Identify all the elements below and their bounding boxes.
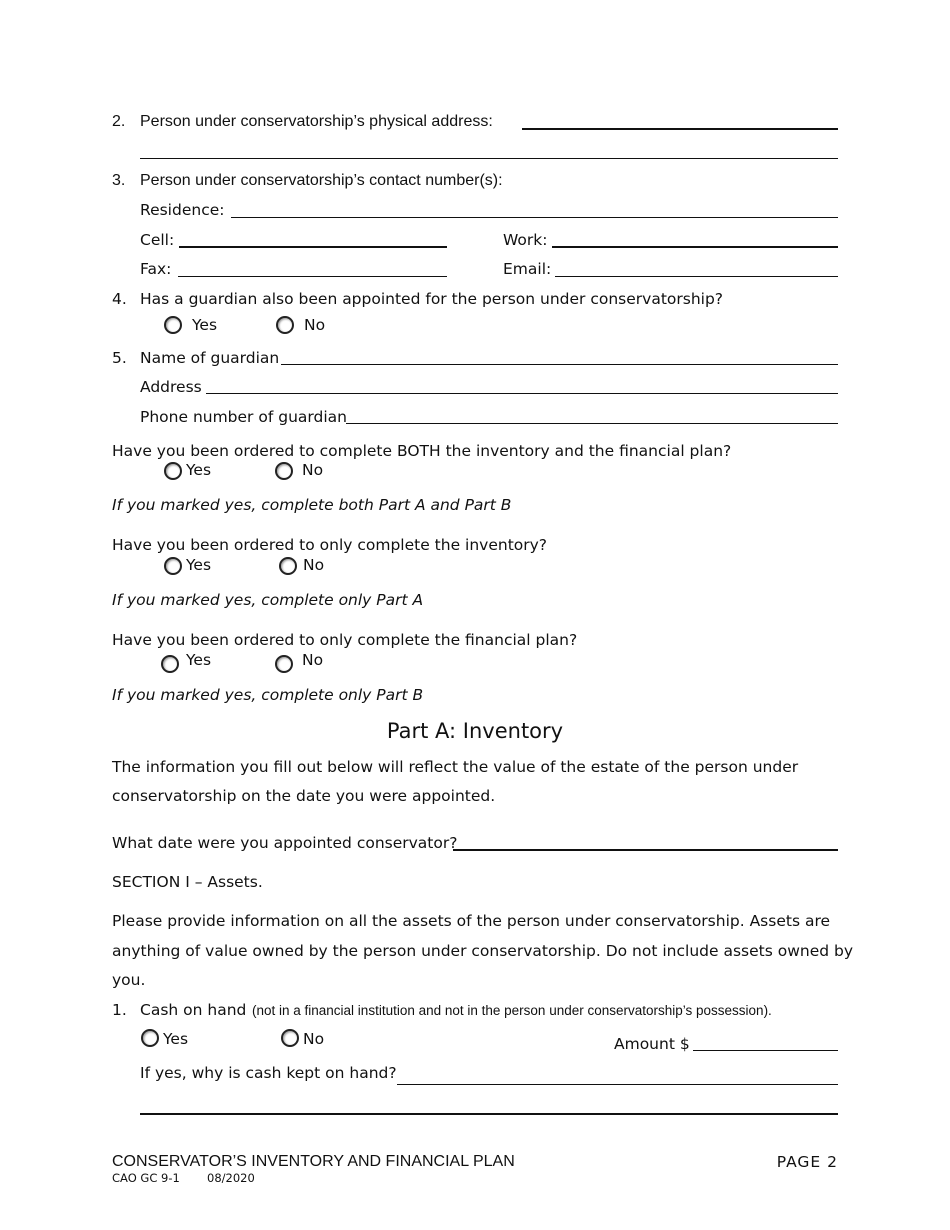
residence-field[interactable] (231, 217, 838, 218)
both-yes-radio[interactable] (164, 462, 182, 480)
cash-yes-label: Yes (163, 1030, 189, 1048)
q3-number: 3. (112, 172, 126, 189)
fax-field[interactable] (178, 276, 447, 277)
q2-number: 2. (112, 113, 126, 130)
part-a-heading: Part A: Inventory (386, 719, 564, 743)
q2-label: Person under conservatorship’s physical address: (140, 113, 493, 130)
guardian-phone-field[interactable] (346, 423, 838, 424)
cash-amount-field[interactable] (693, 1050, 838, 1051)
inventory-only-yes-radio[interactable] (164, 557, 182, 575)
guardian-phone-label: Phone number of guardian (140, 408, 347, 426)
cell-label: Cell: (140, 231, 175, 249)
cash-amount-label: Amount $ (614, 1035, 690, 1053)
cash-why-field[interactable] (397, 1084, 838, 1085)
guardian-address-label: Address (140, 378, 202, 396)
cash-no-label: No (303, 1030, 325, 1048)
footer-form-title: CONSERVATOR’S INVENTORY AND FINANCIAL PLAN (112, 1153, 515, 1170)
email-field[interactable] (555, 276, 838, 277)
residence-label: Residence: (140, 201, 225, 219)
cash-label: Cash on hand (140, 1001, 247, 1019)
section1-paragraph-line3: you. (112, 971, 146, 989)
guardian-address-field[interactable] (206, 393, 838, 394)
cash-why-field-line2[interactable] (140, 1113, 838, 1115)
cash-number: 1. (112, 1001, 127, 1019)
cash-why-label: If yes, why is cash kept on hand? (140, 1064, 397, 1082)
physical-address-field-line2[interactable] (140, 158, 838, 159)
q4-yes-radio[interactable] (164, 316, 182, 334)
q4-label: Has a guardian also been appointed for the person under conservatorship? (140, 290, 724, 308)
cell-field[interactable] (179, 246, 447, 248)
plan-only-no-radio[interactable] (275, 655, 293, 673)
appointment-date-label: What date were you appointed conservator? (112, 834, 458, 852)
section1-paragraph-line2: anything of value owned by the person under conservatorship. Do not include assets owned by (112, 942, 854, 960)
plan-only-question: Have you been ordered to only complete the financial plan? (112, 631, 578, 649)
cash-note: (not in a financial institution and not in the person under conservatorship’s possession). (252, 1003, 772, 1018)
cash-yes-radio[interactable] (141, 1029, 159, 1047)
inventory-only-note: If you marked yes, complete only Part A (112, 591, 424, 609)
plan-only-yes-radio[interactable] (161, 655, 179, 673)
appointment-date-field[interactable] (453, 849, 838, 851)
q3-label: Person under conservatorship’s contact number(s): (140, 172, 503, 189)
plan-only-yes-label: Yes (186, 651, 212, 669)
part-a-intro-line2: conservatorship on the date you were appointed. (112, 787, 496, 805)
email-label: Email: (503, 260, 552, 278)
plan-only-note: If you marked yes, complete only Part B (112, 686, 424, 704)
q4-no-label: No (304, 316, 326, 334)
guardian-name-label: Name of guardian (140, 349, 280, 367)
both-no-label: No (302, 461, 324, 479)
footer-page-number: PAGE 2 (776, 1153, 838, 1171)
section1-paragraph-line1: Please provide information on all the assets of the person under conservatorship. Assets are (112, 912, 831, 930)
both-yes-label: Yes (186, 461, 212, 479)
inventory-only-no-radio[interactable] (279, 557, 297, 575)
work-label: Work: (503, 231, 548, 249)
q5-number: 5. (112, 349, 127, 367)
both-note: If you marked yes, complete both Part A and Part B (112, 496, 512, 514)
cash-no-radio[interactable] (281, 1029, 299, 1047)
section1-heading: SECTION I – Assets. (112, 873, 263, 891)
plan-only-no-label: No (302, 651, 324, 669)
guardian-name-field[interactable] (281, 364, 838, 365)
footer-form-id: CAO GC 9-1 (112, 1171, 180, 1185)
both-no-radio[interactable] (275, 462, 293, 480)
q4-number: 4. (112, 290, 127, 308)
work-field[interactable] (552, 246, 838, 248)
inventory-only-question: Have you been ordered to only complete the inventory? (112, 536, 548, 554)
q4-no-radio[interactable] (276, 316, 294, 334)
footer-form-date: 08/2020 (207, 1171, 255, 1185)
q4-yes-label: Yes (192, 316, 218, 334)
fax-label: Fax: (140, 260, 172, 278)
physical-address-field[interactable] (522, 128, 838, 130)
both-question: Have you been ordered to complete BOTH the inventory and the financial plan? (112, 442, 732, 460)
inventory-only-no-label: No (303, 556, 325, 574)
inventory-only-yes-label: Yes (186, 556, 212, 574)
part-a-intro-line1: The information you fill out below will reflect the value of the estate of the person under (112, 758, 799, 776)
